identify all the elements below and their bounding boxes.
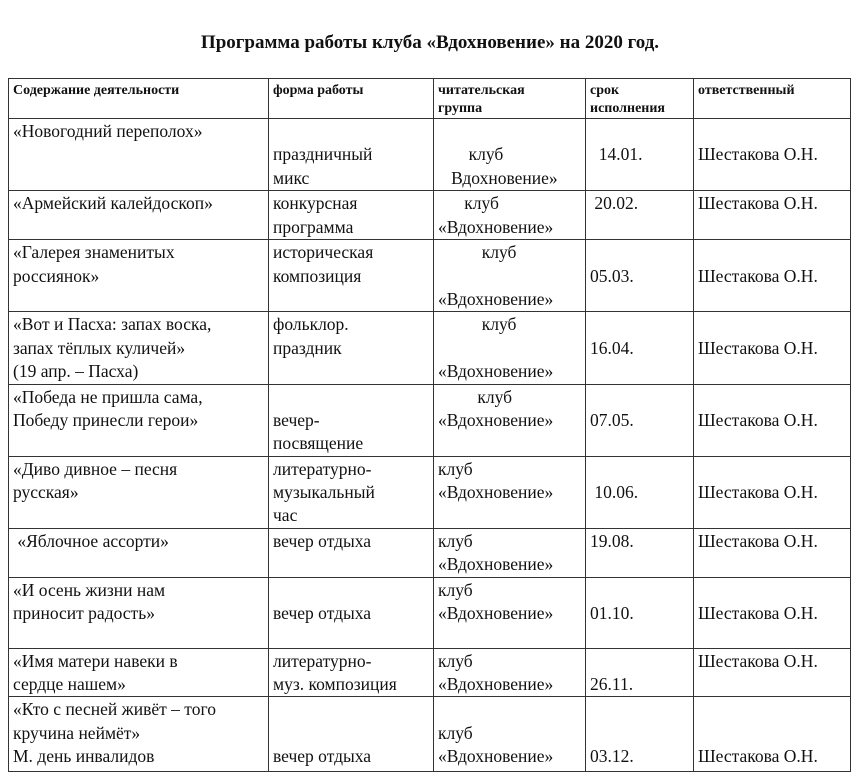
cell-line: «И осень жизни нам (13, 579, 166, 600)
cell-line (698, 241, 846, 264)
cell-line: «Вдохновение» (438, 554, 554, 575)
cell-line: «Вдохновение» (438, 746, 554, 767)
cell-line: Шестакова О.Н. (698, 650, 818, 671)
cell-line: Шестакова О.Н. (698, 144, 818, 165)
cell-line: Шестакова О.Н. (698, 337, 818, 358)
cell-line: клуб (438, 650, 473, 671)
form-cell (269, 528, 434, 577)
cell-line: фольклор. (273, 314, 349, 335)
reader-group-cell (434, 240, 586, 312)
table-row (9, 191, 851, 240)
cell-line: клуб (438, 193, 499, 214)
header-deadline: срок исполнения (586, 79, 694, 119)
cell-line: «Вдохновение» (438, 216, 554, 237)
form-cell (269, 119, 434, 191)
cell-line: «Вдохновение» (438, 409, 554, 430)
cell-line (698, 386, 846, 409)
table-row (9, 119, 851, 191)
cell-line: приносит радость» (13, 603, 155, 624)
cell-line: клуб (438, 579, 473, 600)
cell-line: «Вдохновение» (438, 674, 554, 695)
form-cell (269, 697, 434, 772)
cell-line: Шестакова О.Н. (698, 193, 818, 214)
cell-line: «Вдохновение» (438, 288, 554, 309)
cell-line: Шестакова О.Н. (698, 265, 818, 286)
cell-line: сердце нашем» (13, 674, 126, 695)
table-row (9, 456, 851, 528)
responsible-cell (694, 191, 851, 240)
table-row (9, 528, 851, 577)
reader-group-cell (434, 191, 586, 240)
cell-line (590, 120, 689, 143)
cell-line: «Кто с песней живёт – того (13, 699, 216, 720)
header-form: форма работы (269, 79, 434, 119)
cell-line: историческая (273, 242, 374, 263)
activity-cell (9, 384, 269, 456)
cell-line: 07.05. (590, 409, 634, 430)
responsible-cell (694, 456, 851, 528)
cell-line: «Галерея знаменитых (13, 242, 175, 263)
cell-line: клуб (438, 314, 517, 335)
cell-line: муз. композиция (273, 674, 397, 695)
table-row (9, 648, 851, 697)
cell-line: вечер отдыха (273, 746, 372, 767)
cell-line: 19.08. (590, 530, 634, 551)
table-header-row (9, 79, 851, 119)
cell-line: «Вдохновение» (438, 482, 554, 503)
reader-group-cell (434, 648, 586, 697)
cell-line: Шестакова О.Н. (698, 746, 818, 767)
reader-group-cell (434, 456, 586, 528)
reader-group-cell (434, 119, 586, 191)
deadline-cell (586, 312, 694, 384)
cell-line: Шестакова О.Н. (698, 530, 818, 551)
cell-line: 14.01. (590, 144, 643, 165)
cell-line: праздник (273, 337, 342, 358)
cell-line: микс (273, 167, 310, 188)
cell-line: праздничный (273, 144, 373, 165)
cell-line: «Вдохновение» (438, 603, 554, 624)
cell-line: «Имя матери навеки в (13, 650, 178, 671)
cell-line (590, 241, 689, 264)
cell-line: 05.03. (590, 265, 634, 286)
cell-line (438, 337, 581, 360)
table-row (9, 384, 851, 456)
header-reader-group: читательская группа (434, 79, 586, 119)
table-row (9, 577, 851, 648)
reader-group-cell (434, 312, 586, 384)
cell-line: конкурсная (273, 193, 358, 214)
responsible-cell (694, 119, 851, 191)
cell-line (698, 313, 846, 336)
activity-cell (9, 648, 269, 697)
cell-line: литературно- (273, 458, 372, 479)
cell-line (438, 265, 581, 288)
activity-cell (9, 528, 269, 577)
cell-line: клуб (438, 530, 473, 551)
cell-line: посвящение (273, 433, 364, 454)
cell-line (698, 698, 846, 721)
activity-cell (9, 191, 269, 240)
deadline-cell (586, 240, 694, 312)
responsible-cell (694, 528, 851, 577)
cell-line (590, 650, 689, 673)
form-cell (269, 312, 434, 384)
reader-group-cell (434, 577, 586, 648)
deadline-cell (586, 384, 694, 456)
cell-line: «Новогодний переполох» (13, 121, 203, 141)
cell-line: клуб (438, 144, 504, 165)
cell-line: музыкальный (273, 482, 375, 503)
cell-line (273, 120, 429, 143)
cell-line (698, 579, 846, 602)
cell-line: литературно- (273, 650, 372, 671)
cell-line (590, 386, 689, 409)
form-cell (269, 456, 434, 528)
cell-line: Победу принесли герои» (13, 409, 199, 430)
deadline-cell (586, 528, 694, 577)
responsible-cell (694, 312, 851, 384)
activity-cell (9, 240, 269, 312)
cell-line: «Диво дивное – песня (13, 458, 178, 479)
deadline-cell (586, 577, 694, 648)
cell-line: час (273, 505, 298, 526)
cell-line: «Яблочное ассорти» (13, 530, 169, 551)
cell-line: 03.12. (590, 746, 634, 767)
cell-line: Вдохновение» (438, 167, 558, 188)
cell-line (698, 722, 846, 745)
cell-line (438, 120, 581, 143)
cell-line: «Армейский калейдоскоп» (13, 193, 213, 214)
cell-line (590, 458, 689, 481)
cell-line: 20.02. (590, 193, 639, 214)
cell-line: программа (273, 216, 354, 237)
cell-line (590, 698, 689, 721)
activity-cell (9, 577, 269, 648)
cell-line: клуб (438, 242, 517, 263)
cell-line: россиянок» (13, 265, 100, 286)
cell-line: вечер- (273, 409, 320, 430)
header-responsible: ответственный (694, 79, 851, 119)
cell-line: Шестакова О.Н. (698, 603, 818, 624)
cell-line: русская» (13, 482, 79, 503)
cell-line (438, 698, 581, 721)
cell-line (698, 120, 846, 143)
cell-line: клуб (438, 458, 473, 479)
reader-group-cell (434, 528, 586, 577)
table-row (9, 697, 851, 772)
form-cell (269, 648, 434, 697)
responsible-cell (694, 697, 851, 772)
cell-line: (19 апр. – Пасха) (13, 361, 139, 382)
reader-group-cell (434, 697, 586, 772)
table-row (9, 312, 851, 384)
responsible-cell (694, 577, 851, 648)
header-activity: Содержание деятельности (9, 79, 269, 119)
cell-line: клуб (438, 386, 513, 407)
cell-line (273, 698, 429, 721)
cell-line: Шестакова О.Н. (698, 409, 818, 430)
cell-line: композиция (273, 265, 362, 286)
activity-cell (9, 697, 269, 772)
cell-line (698, 458, 846, 481)
cell-line (590, 579, 689, 602)
cell-line: 26.11. (590, 674, 634, 695)
cell-line: кручина неймёт» (13, 722, 141, 743)
deadline-cell (586, 456, 694, 528)
cell-line: клуб (438, 722, 473, 743)
cell-line: «Вот и Пасха: запах воска, (13, 314, 212, 335)
cell-line (590, 722, 689, 745)
deadline-cell (586, 648, 694, 697)
cell-line: «Вдохновение» (438, 361, 554, 382)
form-cell (269, 577, 434, 648)
document-title: Программа работы клуба «Вдохновение» на 2020 год. (200, 32, 660, 53)
cell-line: «Победа не пришла сама, (13, 386, 203, 407)
cell-line: 01.10. (590, 603, 634, 624)
cell-line (590, 313, 689, 336)
cell-line: М. день инвалидов (13, 746, 155, 767)
deadline-cell (586, 191, 694, 240)
form-cell (269, 191, 434, 240)
form-cell (269, 240, 434, 312)
cell-line (273, 722, 429, 745)
responsible-cell (694, 240, 851, 312)
activity-cell (9, 312, 269, 384)
form-cell (269, 384, 434, 456)
cell-line: 16.04. (590, 337, 634, 358)
deadline-cell (586, 697, 694, 772)
activity-cell (9, 119, 269, 191)
deadline-cell (586, 119, 694, 191)
responsible-cell (694, 648, 851, 697)
cell-line: Шестакова О.Н. (698, 482, 818, 503)
cell-line: вечер отдыха (273, 603, 372, 624)
table-row (9, 240, 851, 312)
responsible-cell (694, 384, 851, 456)
cell-line: 10.06. (590, 482, 639, 503)
cell-line (273, 579, 429, 602)
program-table (8, 78, 851, 772)
reader-group-cell (434, 384, 586, 456)
cell-line (273, 386, 429, 409)
activity-cell (9, 456, 269, 528)
cell-line: вечер отдыха (273, 530, 372, 551)
cell-line: запах тёплых куличей» (13, 337, 186, 358)
